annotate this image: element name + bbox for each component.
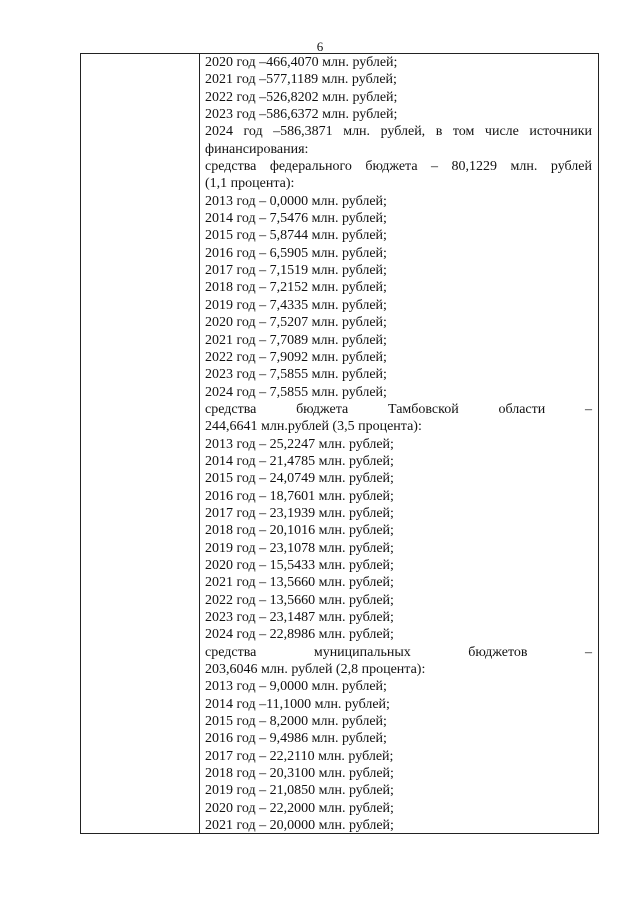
- municipal-year-line: 2018 год – 20,3100 млн. рублей;: [205, 766, 394, 782]
- regional-year-line: 2018 год – 20,1016 млн. рублей;: [205, 523, 394, 539]
- total-year-line: 2022 год –526,8202 млн. рублей;: [205, 89, 398, 105]
- regional-year-line: 2021 год – 13,5660 млн. рублей;: [205, 575, 394, 591]
- municipal-budget-total: 203,6046 млн. рублей (2,8 процента):: [205, 662, 426, 678]
- total-year-line: 2023 год –586,6372 млн. рублей;: [205, 107, 398, 123]
- federal-year-line: 2023 год – 7,5855 млн. рублей;: [205, 367, 387, 383]
- column-divider: [199, 54, 200, 833]
- heading-word: бюджетов: [468, 644, 528, 660]
- federal-year-line: 2019 год – 7,4335 млн. рублей;: [205, 297, 387, 313]
- municipal-year-line: 2015 год – 8,2000 млн. рублей;: [205, 714, 387, 730]
- federal-budget-share: (1,1 процента):: [205, 176, 295, 192]
- regional-year-line: 2013 год – 25,2247 млн. рублей;: [205, 436, 394, 452]
- page-number: 6: [316, 39, 324, 54]
- regional-budget-heading: [205, 401, 592, 418]
- federal-year-line: 2020 год – 7,5207 млн. рублей;: [205, 315, 387, 331]
- heading-dash: –: [584, 401, 592, 417]
- regional-year-line: 2019 год – 23,1078 млн. рублей;: [205, 540, 394, 556]
- federal-year-line: 2015 год – 5,8744 млн. рублей;: [205, 228, 387, 244]
- regional-year-line: 2017 год – 23,1939 млн. рублей;: [205, 505, 394, 521]
- regional-year-line: 2016 год – 18,7601 млн. рублей;: [205, 488, 394, 504]
- regional-year-line: 2020 год – 15,5433 млн. рублей;: [205, 557, 394, 573]
- heading-word: средства: [205, 644, 257, 660]
- federal-year-line: 2016 год – 6,5905 млн. рублей;: [205, 245, 387, 261]
- heading-word: бюджета: [296, 401, 349, 417]
- municipal-budget-heading: [205, 644, 592, 661]
- regional-year-line: 2024 год – 22,8986 млн. рублей;: [205, 627, 394, 643]
- federal-year-line: 2013 год – 0,0000 млн. рублей;: [205, 193, 387, 209]
- federal-budget-heading: средства федерального бюджета – 80,1229 млн. рублей: [205, 159, 592, 175]
- heading-word: Тамбовской: [387, 401, 459, 417]
- federal-year-line: 2014 год – 7,5476 млн. рублей;: [205, 211, 387, 227]
- regional-year-line: 2014 год – 21,4785 млн. рублей;: [205, 453, 394, 469]
- total-2024-line: 2024 год –586,3871 млн. рублей, в том числе источники: [205, 124, 592, 140]
- total-year-line: 2021 год –577,1189 млн. рублей;: [205, 72, 397, 88]
- heading-dash: –: [584, 644, 592, 660]
- municipal-year-line: 2016 год – 9,4986 млн. рублей;: [205, 731, 387, 747]
- regional-budget-total: 244,6641 млн.рублей (3,5 процента):: [205, 419, 422, 435]
- heading-word: средства: [205, 401, 257, 417]
- financing-sources-label: финансирования:: [205, 141, 309, 157]
- municipal-year-line: 2019 год – 21,0850 млн. рублей;: [205, 783, 394, 799]
- heading-word: муниципальных: [313, 644, 411, 660]
- municipal-year-line: 2014 год –11,1000 млн. рублей;: [205, 696, 390, 712]
- financing-table: [80, 53, 599, 834]
- heading-word: области: [498, 401, 546, 417]
- total-year-line: 2020 год –466,4070 млн. рублей;: [205, 55, 398, 70]
- regional-year-line: 2015 год – 24,0749 млн. рублей;: [205, 471, 394, 487]
- federal-year-line: 2018 год – 7,2152 млн. рублей;: [205, 280, 387, 296]
- federal-year-line: 2017 год – 7,1519 млн. рублей;: [205, 263, 387, 279]
- municipal-year-line: 2017 год – 22,2110 млн. рублей;: [205, 748, 394, 764]
- federal-year-line: 2024 год – 7,5855 млн. рублей;: [205, 384, 387, 400]
- financing-text-cell: [205, 54, 592, 834]
- regional-year-line: 2023 год – 23,1487 млн. рублей;: [205, 610, 394, 625]
- federal-year-line: 2021 год – 7,7089 млн. рублей;: [205, 332, 387, 348]
- federal-year-line: 2022 год – 7,9092 млн. рублей;: [205, 349, 387, 365]
- regional-year-line: 2022 год – 13,5660 млн. рублей;: [205, 592, 394, 608]
- municipal-year-line: 2013 год – 9,0000 млн. рублей;: [205, 679, 387, 695]
- municipal-year-line: 2021 год – 20,0000 млн. рублей;: [205, 818, 394, 834]
- municipal-year-line: 2020 год – 22,2000 млн. рублей;: [205, 800, 394, 816]
